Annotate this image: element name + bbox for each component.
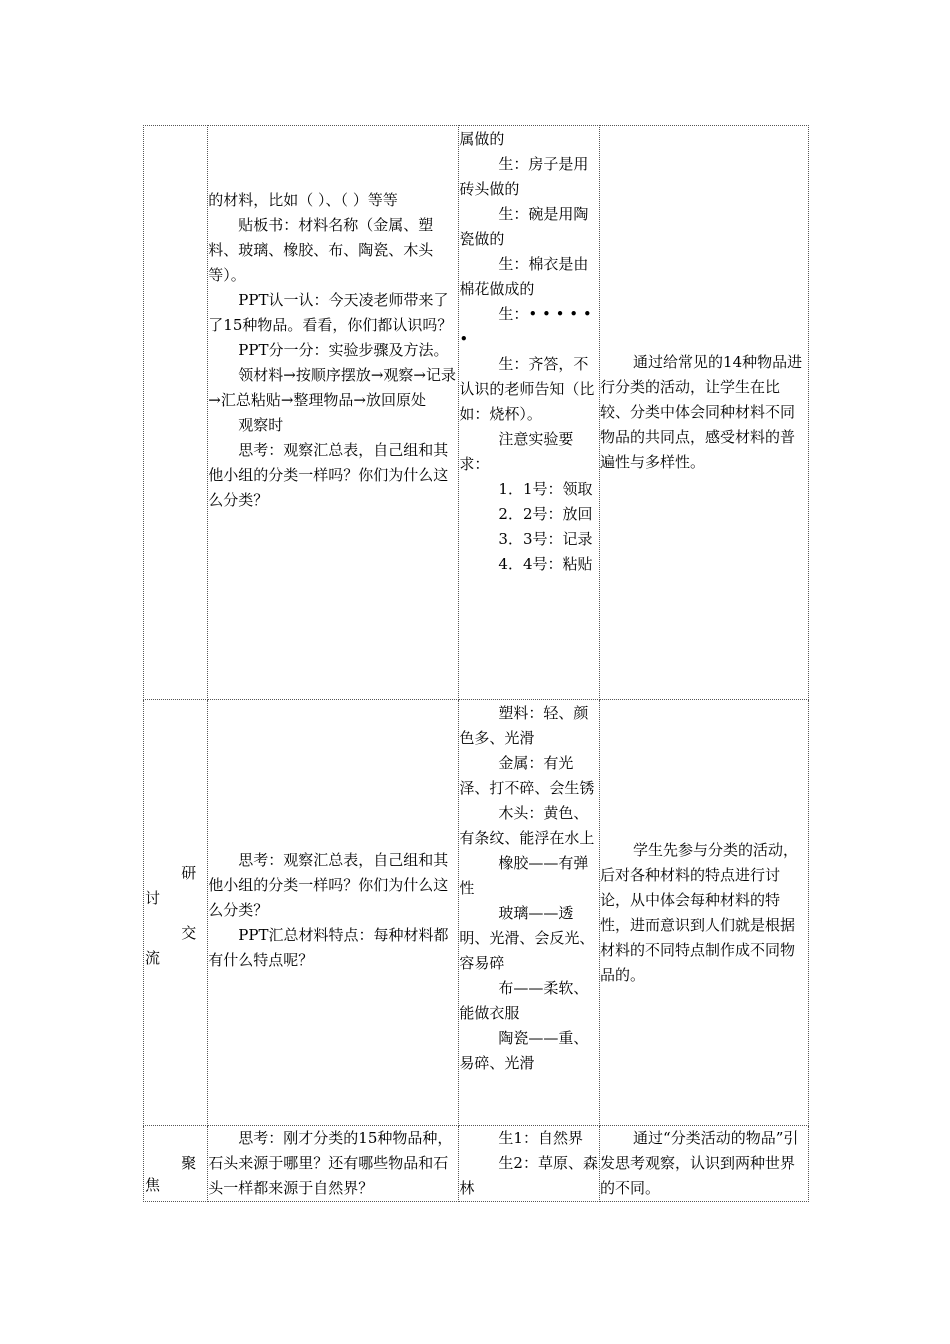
teacher-activity-cell <box>208 126 459 700</box>
table-row <box>144 700 809 1126</box>
stage-label-cell <box>144 126 208 700</box>
design-intent-cell <box>600 700 809 1126</box>
student-text: 布——柔软、能做衣服 <box>459 979 589 1022</box>
stage-label-cell <box>144 700 208 1126</box>
student-text: 4．4号：粘贴 <box>498 555 593 573</box>
teacher-text: PPT汇总材料特点：每种材料都有什么特点呢？ <box>208 926 449 969</box>
lesson-plan-table <box>143 125 809 1202</box>
student-activity-cell <box>459 126 600 700</box>
teacher-text: 领材料→按顺序摆放→观察→记录→汇总粘贴→整理物品→放回原处 <box>208 366 456 409</box>
teacher-text: 思考：观察汇总表，自己组和其他小组的分类一样吗？你们为什么这么分类？ <box>208 441 449 509</box>
student-text: 生：房子是用砖头做的 <box>459 155 589 198</box>
student-text: 生：• • • • • • <box>459 305 592 348</box>
student-text: 玻璃——透明、光滑、会反光、容易碎 <box>459 904 595 972</box>
table-row <box>144 126 809 700</box>
student-text: 生1：自然界 <box>498 1129 583 1147</box>
stage-label-char: 讨 <box>145 889 161 907</box>
student-text: 3．3号：记录 <box>498 530 593 548</box>
student-text: 2．2号：放回 <box>498 505 593 523</box>
teacher-activity-cell <box>208 1126 459 1202</box>
teacher-text: 思考：观察汇总表，自己组和其他小组的分类一样吗？你们为什么这么分类？ <box>208 851 449 919</box>
student-text: 木头：黄色、有条纹、能浮在水上 <box>459 804 595 847</box>
design-intent-cell <box>600 1126 809 1202</box>
teacher-text: 观察时 <box>238 416 284 434</box>
student-text: 生：齐答，不认识的老师告知（比如：烧杯）。 <box>459 355 595 423</box>
student-text: 属做的 <box>459 130 505 148</box>
stage-label-char: 焦 <box>145 1176 161 1194</box>
student-text: 橡胶——有弹性 <box>459 854 589 897</box>
stage-label-char: 研 <box>181 864 197 882</box>
stage-label-char: 聚 <box>181 1154 197 1172</box>
teacher-text: 的材料，比如（ ）、（ ）等等 <box>208 191 398 209</box>
design-intent-text: 学生先参与分类的活动，后对各种材料的特点进行讨论，从中体会每种材料的特性，进而意识到人们就是根据材料的不同特点制作成不同物品的。 <box>600 840 799 984</box>
student-text: 1．1号：领取 <box>498 480 593 498</box>
teacher-text: PPT分一分：实验步骤及方法。 <box>238 341 449 359</box>
student-text: 金属：有光泽、打不碎、会生锈 <box>459 754 595 797</box>
design-intent-text: 通过“分类活动的物品”引发思考观察，认识到两种世界的不同。 <box>600 1129 799 1197</box>
design-intent-cell <box>600 126 809 700</box>
teacher-text: PPT认一认：今天凌老师带来了了15种物品。看看，你们都认识吗？ <box>208 291 453 334</box>
stage-label-char: 流 <box>145 949 161 967</box>
student-activity-cell <box>459 700 600 1126</box>
student-text: 生：碗是用陶瓷做的 <box>459 205 589 248</box>
teacher-activity-cell <box>208 700 459 1126</box>
student-text: 陶瓷——重、易碎、光滑 <box>459 1029 589 1072</box>
stage-label-char: 交 <box>181 924 197 942</box>
student-text: 生2：草原、森林 <box>459 1154 598 1197</box>
design-intent-text: 通过给常见的14种物品进行分类的活动，让学生在比较、分类中体会同种材料不同物品的共同点，感受材料的普遍性与多样性。 <box>600 353 803 471</box>
student-text: 塑料：轻、颜色多、光滑 <box>459 704 589 747</box>
student-activity-cell <box>459 1126 600 1202</box>
table-row <box>144 1126 809 1202</box>
stage-label-cell <box>144 1126 208 1202</box>
student-text: 生：棉衣是由棉花做成的 <box>459 255 589 298</box>
student-text: 注意实验要求： <box>459 430 574 473</box>
teacher-text: 思考：刚才分类的15种物品种，石头来源于哪里？还有哪些物品和石头一样都来源于自然界？ <box>208 1129 453 1197</box>
teacher-text: 贴板书：材料名称（金属、塑料、玻璃、橡胶、布、陶瓷、木头等）。 <box>208 216 434 284</box>
